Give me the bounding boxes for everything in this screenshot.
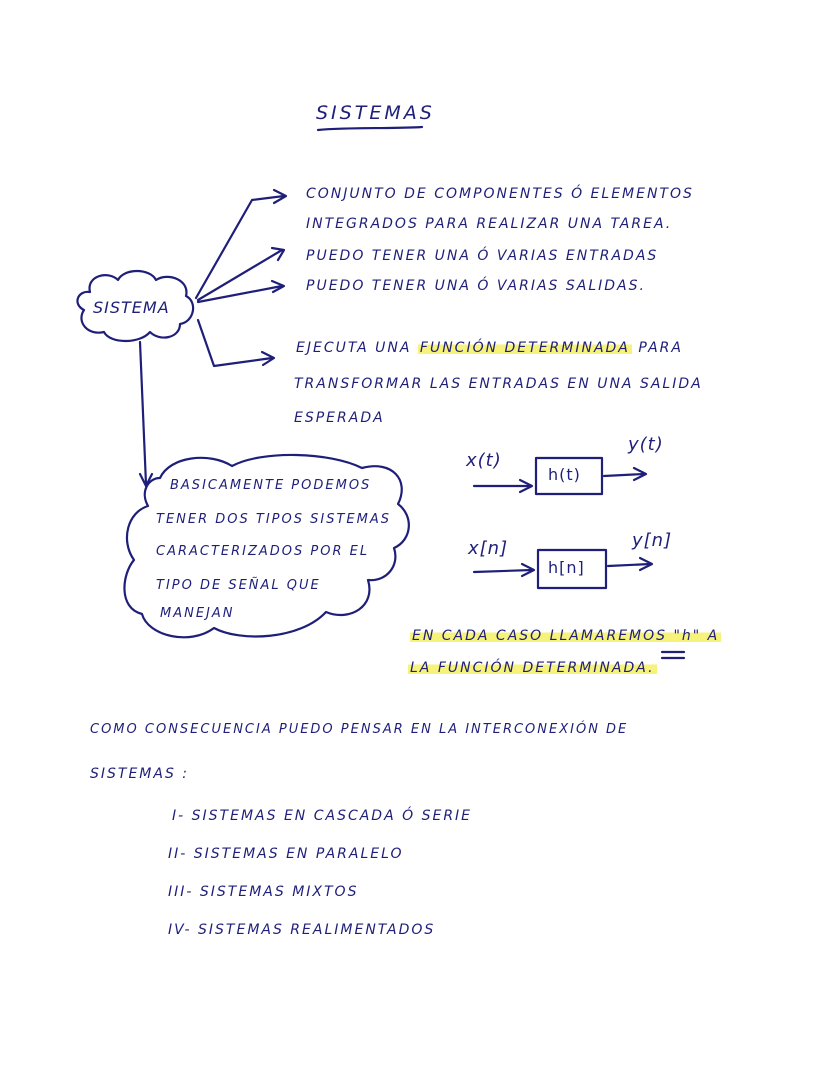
list-text: SISTEMAS EN CASCADA Ó SERIE — [191, 808, 473, 824]
conclusion-line-2: SISTEMAS : — [90, 766, 190, 782]
ct-input-label: x(t) — [466, 450, 502, 471]
list-item: I- SISTEMAS EN CASCADA Ó SERIE — [172, 808, 473, 824]
definition-line-5-pre: EJECUTA UNA — [296, 340, 418, 356]
ct-output-label: y(t) — [628, 434, 664, 455]
definition-line-4: PUEDO TENER UNA Ó VARIAS SALIDAS. — [306, 278, 646, 294]
h-note-line-2 — [408, 660, 657, 676]
list-text: SISTEMAS REALIMENTADOS — [198, 922, 436, 938]
definition-line-7: ESPERADA — [294, 410, 385, 426]
central-node-label: SISTEMA — [93, 298, 170, 317]
list-text: SISTEMAS MIXTOS — [199, 884, 359, 900]
h-note-line-1-text: EN CADA CASO LLAMAREMOS "h" A — [412, 628, 720, 644]
dt-input-label: x[n] — [468, 538, 509, 559]
list-numeral: II — [168, 846, 181, 862]
cloud-note-line-4: TIPO DE SEÑAL QUE — [156, 578, 321, 593]
h-note-line-1 — [410, 628, 721, 644]
cloud-note-line-2: TENER DOS TIPOS SISTEMAS — [156, 512, 391, 527]
conclusion-line-1: COMO CONSECUENCIA PUEDO PENSAR EN LA INTERCONEXIÓN DE — [90, 722, 629, 737]
ct-block-label: h(t) — [548, 465, 581, 484]
list-text: SISTEMAS EN PARALELO — [193, 846, 404, 862]
dt-output-arrow — [608, 564, 650, 566]
definition-line-5 — [296, 340, 683, 356]
definition-line-5-post: PARA — [631, 340, 683, 356]
highlight-function: FUNCIÓN DETERMINADA — [419, 340, 630, 356]
h-note-line-2-text: LA FUNCIÓN DETERMINADA. — [410, 660, 655, 676]
page-title: SISTEMAS — [316, 102, 435, 124]
cloud-note-line-5: MANEJAN — [160, 606, 235, 621]
definition-line-3: PUEDO TENER UNA Ó VARIAS ENTRADAS — [306, 248, 659, 264]
list-item: IV- SISTEMAS REALIMENTADOS — [168, 922, 436, 938]
list-item: II- SISTEMAS EN PARALELO — [168, 846, 404, 862]
list-item: III- SISTEMAS MIXTOS — [168, 884, 359, 900]
cloud-note-line-1: BASICAMENTE PODEMOS — [170, 478, 372, 493]
ct-output-arrow — [604, 474, 644, 476]
definition-line-2: INTEGRADOS PARA REALIZAR UNA TAREA. — [306, 216, 673, 232]
arrow-1 — [196, 196, 284, 298]
list-numeral: III — [168, 884, 187, 900]
list-numeral: IV — [168, 922, 185, 938]
dt-input-arrow — [474, 570, 532, 572]
arrow-3 — [198, 286, 282, 302]
title-underline — [318, 127, 422, 130]
dt-output-label: y[n] — [632, 530, 673, 551]
cloud-note-line-3: CARACTERIZADOS POR EL — [156, 544, 370, 559]
dt-block-label: h[n] — [548, 558, 585, 577]
list-numeral: I — [172, 808, 179, 824]
arrow-2 — [198, 250, 282, 300]
arrow-down — [140, 342, 146, 484]
definition-line-6: TRANSFORMAR LAS ENTRADAS EN UNA SALIDA — [294, 376, 703, 392]
arrow-4 — [198, 320, 272, 366]
definition-line-1: CONJUNTO DE COMPONENTES Ó ELEMENTOS — [306, 186, 694, 202]
